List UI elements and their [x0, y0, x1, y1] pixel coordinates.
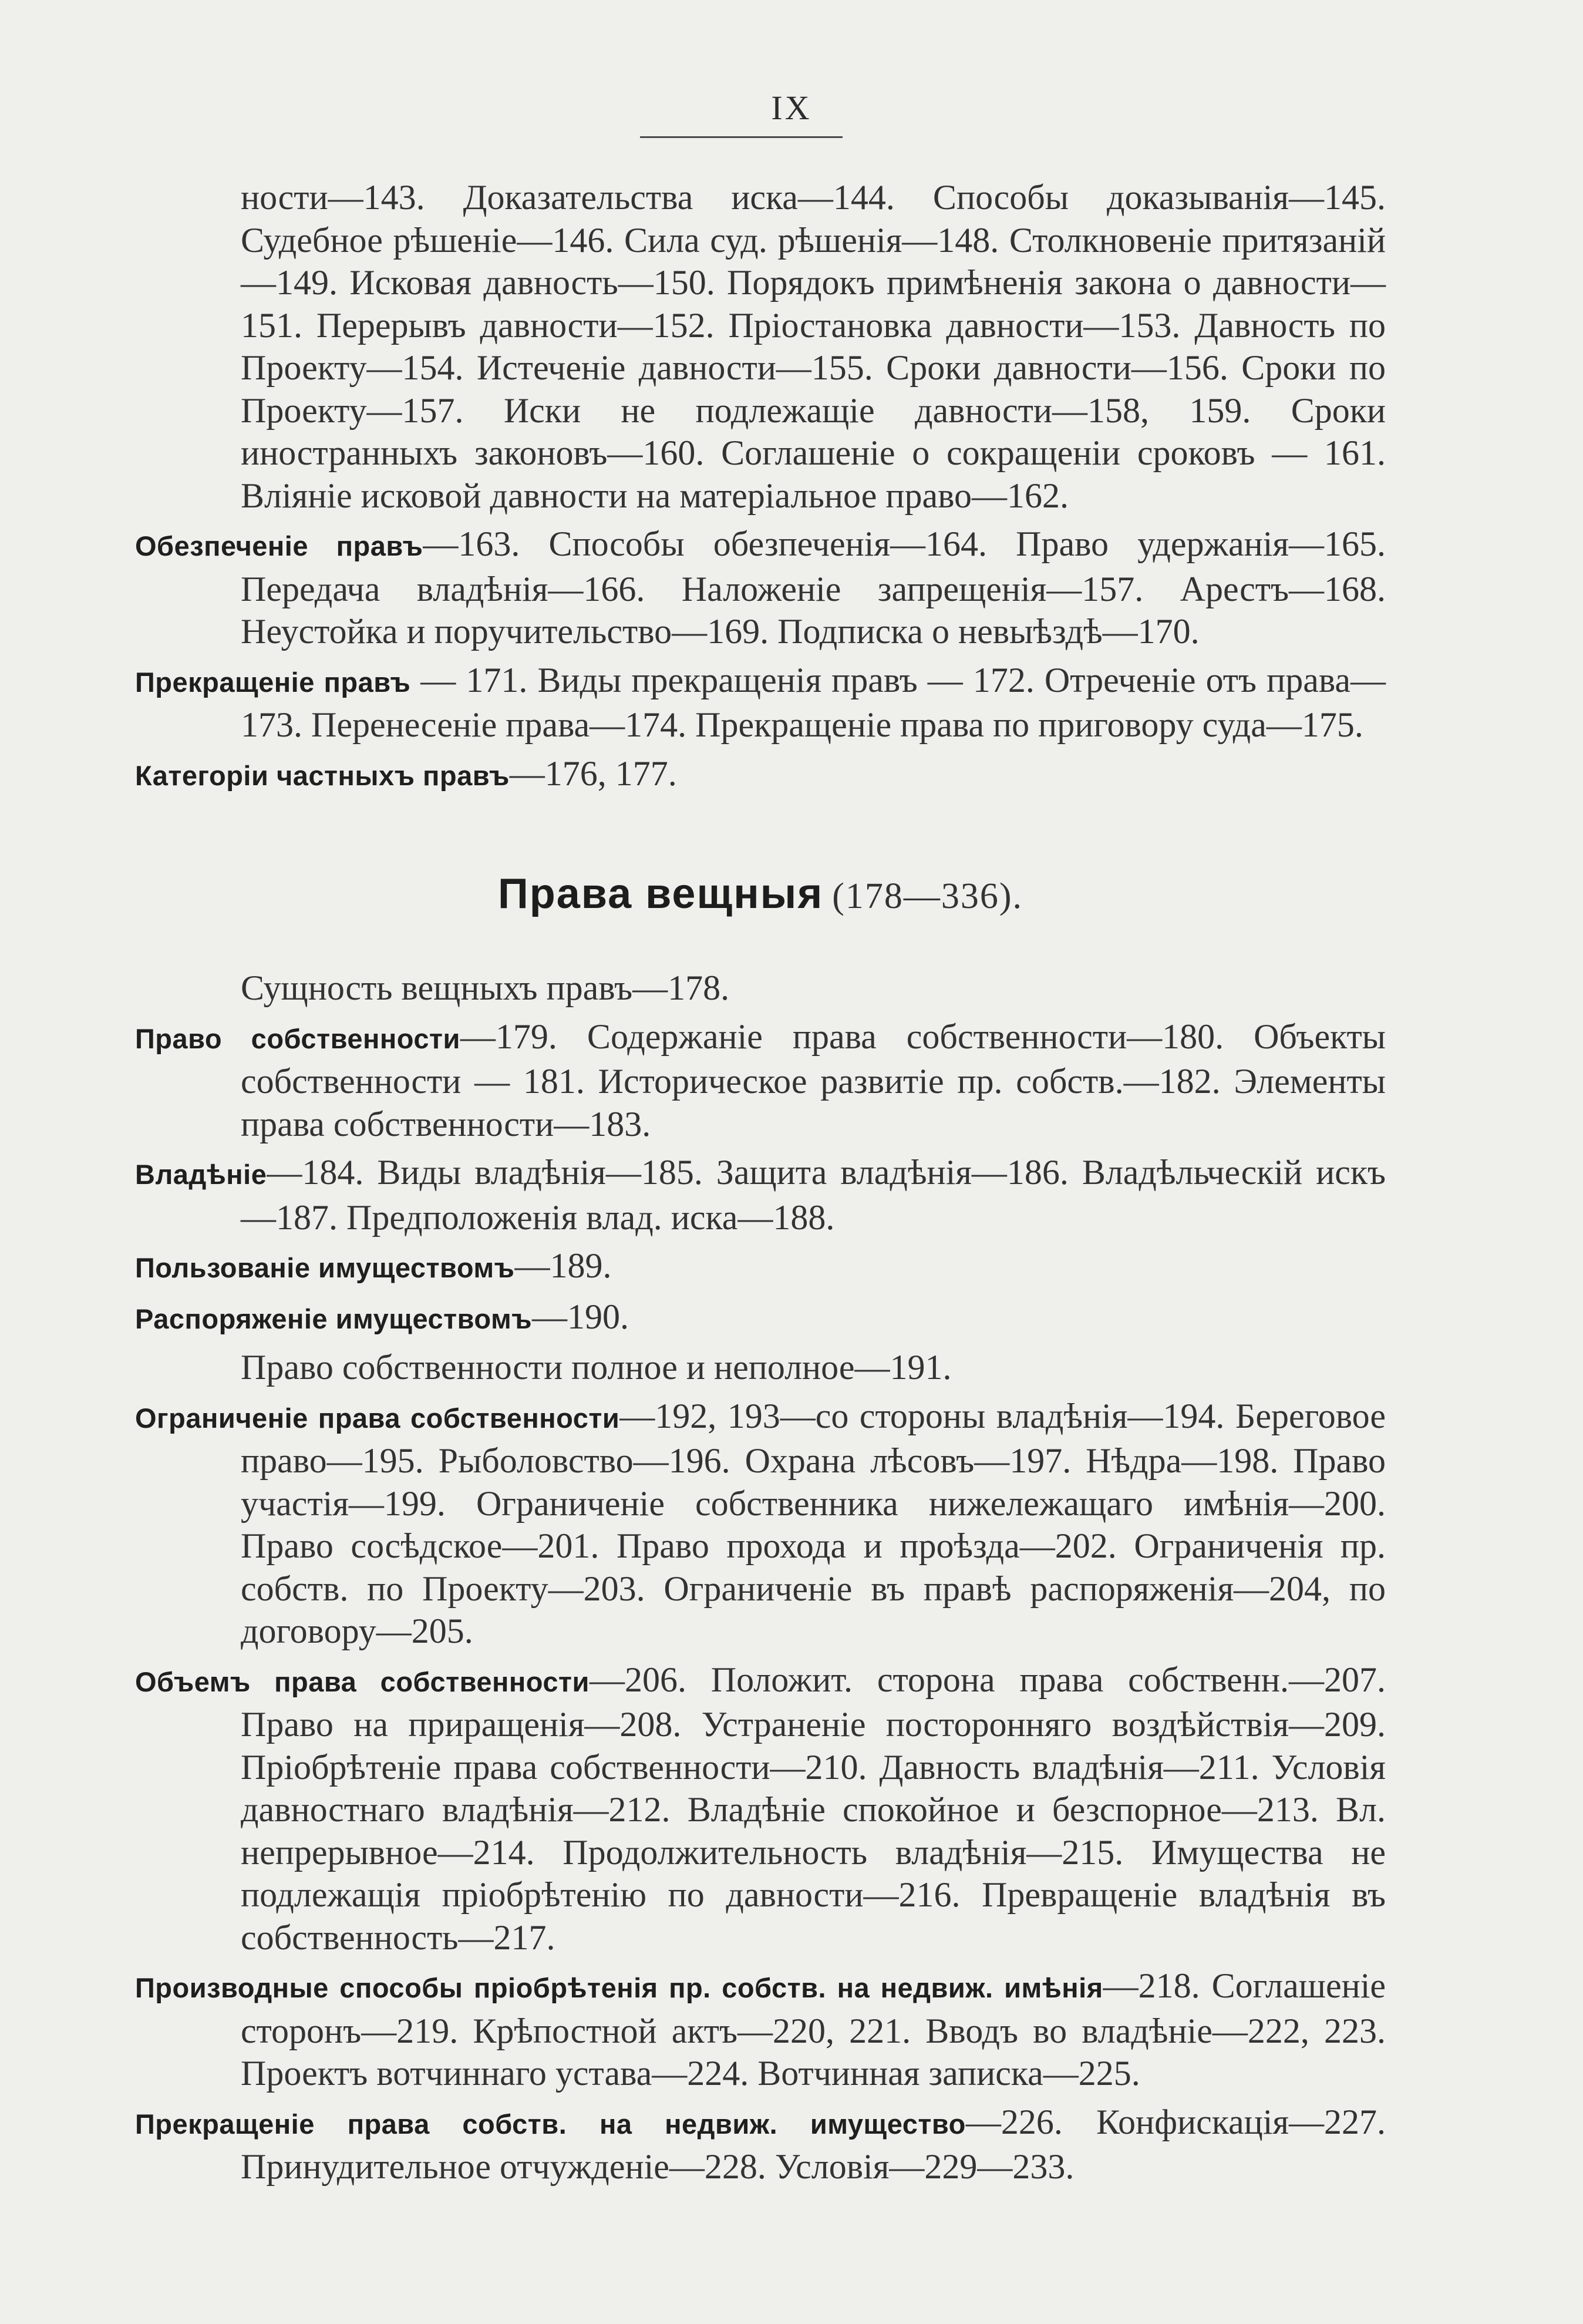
- entry-heading: Прекращеніе правъ: [135, 666, 411, 698]
- entry-text: —176, 177.: [509, 754, 677, 793]
- entry-text: —184. Виды владѣнія—185. Защита владѣнія—186. Владѣльческій искъ—187. Предположенія влад. иска—188.: [241, 1153, 1386, 1237]
- entry-heading: Объемъ права собственности: [135, 1666, 590, 1697]
- entry-heading: Обезпеченіе правъ: [135, 530, 423, 561]
- entry-text: —189.: [514, 1246, 612, 1285]
- entry-text: —192, 193—со стороны владѣнія—194. Береговое право—195. Рыболовство—196. Охрана лѣсовъ—197. Нѣдра—198. Право участія—199. Ограниченіе собственника нижележащаго имѣнія—200. Право сосѣдское—201. Право прохода и проѣзда—202. Ограниченія пр. собств. по Проекту—203. Ограниченіе въ правѣ распоряженія—204, по договору—205.: [241, 1396, 1386, 1650]
- index-entry: [135, 1659, 1386, 1959]
- section-title: [135, 870, 1386, 920]
- entry-text: —163. Способы обезпеченія—164. Право удержанія—165. Передача владѣнія—166. Наложеніе запрещенія—157. Арестъ—168. Неустойка и поручительство—169. Подписка о невыѣздѣ—170.: [241, 524, 1386, 651]
- index-entry: [135, 176, 1386, 517]
- entry-heading: Пользованіе имуществомъ: [135, 1252, 515, 1283]
- entry-heading: Право собственности: [135, 1023, 460, 1054]
- index-entry: [135, 1965, 1386, 2095]
- index-body: [135, 176, 1386, 2194]
- index-entry: [135, 752, 1386, 798]
- entry-text: ности—143. Доказательства иска—144. Способы доказыванія—145. Судебное рѣшеніе—146. Сила суд. рѣшенія—148. Столкновеніе притязаній—149. Исковая давность—150. Порядокъ примѣненія закона о давности—151. Перерывъ давности—152. Пріостановка давности—153. Давность по Проекту—154. Истеченіе давности—155. Сроки давности—156. Сроки по Проекту—157. Иски не подлежащіе давности—158, 159. Сроки иностранныхъ законовъ—160. Соглашеніе о сокращеніи сроковъ — 161. Вліяніе исковой давности на матеріальное право—162.: [241, 178, 1386, 515]
- entry-heading: Владѣніе: [135, 1159, 267, 1190]
- entry-text: —206. Положит. сторона права собственн.—207. Право на приращенія—208. Устраненіе посторонняго воздѣйствія—209. Пріобрѣтеніе права собственности—210. Давность владѣнія—211. Условія давностнаго владѣнія—212. Владѣніе спокойное и безспорное—213. Вл. непрерывное—214. Продолжительность владѣнія—215. Имущества не подлежащія пріобрѣтенію по давности—216. Превращеніе владѣнія въ собственность—217.: [241, 1660, 1386, 1957]
- index-entry: [135, 659, 1386, 746]
- entry-text: — 171. Виды прекращенія правъ — 172. Отреченіе отъ права—173. Перенесеніе права—174. Прекращеніе права по приговору суда—175.: [241, 660, 1386, 744]
- index-entry: [135, 967, 1386, 1010]
- entry-heading: Ограниченіе права собственности: [135, 1402, 620, 1434]
- section-title-main: Права вещныя: [497, 870, 824, 917]
- entry-text: —179. Содержаніе права собственности—180. Объекты собственности — 181. Историческое развитіе пр. собств.—182. Элементы права собственности—183.: [241, 1017, 1386, 1143]
- index-entry: [135, 1151, 1386, 1239]
- page-number: IX: [771, 89, 812, 127]
- index-entry: [135, 1395, 1386, 1653]
- entry-text: Право собственности полное и неполное—191.: [241, 1348, 952, 1387]
- entry-text: —218. Соглашеніе сторонъ—219. Крѣпостной актъ—220, 221. Вводъ во владѣніе—222, 223. Проектъ вотчиннаго устава—224. Вотчинная записка—225.: [241, 1966, 1386, 2093]
- entry-heading: Прекращеніе права собств. на недвиж. имущество: [135, 2108, 966, 2140]
- section-title-range: (178—336).: [832, 876, 1023, 916]
- entry-text: —226. Конфискація—227. Принудительное отчужденіе—228. Условія—229—233.: [241, 2102, 1386, 2186]
- index-entry: [135, 1346, 1386, 1389]
- entry-heading: Производные способы пріобрѣтенія пр. собств. на недвиж. имѣнія: [135, 1972, 1103, 2003]
- header-rule: [640, 136, 843, 138]
- entry-text: —190.: [532, 1297, 629, 1336]
- entry-heading: Категоріи частныхъ правъ: [135, 759, 510, 791]
- index-entry: [135, 1296, 1386, 1341]
- index-entry: [135, 1245, 1386, 1290]
- index-entry: [135, 523, 1386, 653]
- index-entry: [135, 2101, 1386, 2188]
- entry-heading: Распоряженіе имуществомъ: [135, 1303, 533, 1334]
- index-entry: [135, 1015, 1386, 1146]
- entry-text: Сущность вещныхъ правъ—178.: [241, 968, 730, 1007]
